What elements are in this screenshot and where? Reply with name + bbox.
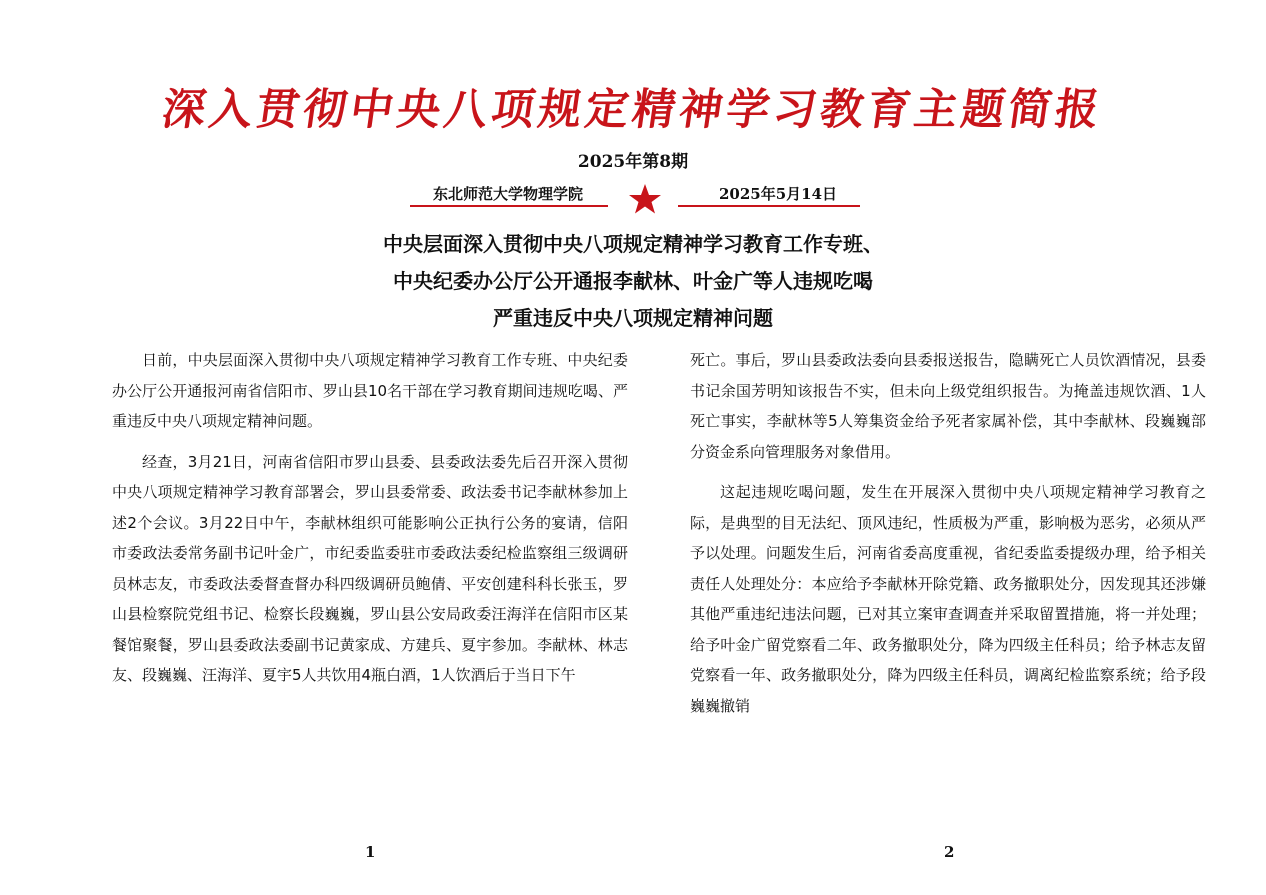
star-icon <box>628 182 662 216</box>
page-number-right: 2 <box>944 843 955 861</box>
publish-date: 2025年5月14日 <box>718 185 838 203</box>
article-column-left <box>112 345 628 701</box>
article-column-right <box>690 345 1206 731</box>
headline-line-2: 中央纪委办公厅公开通报李献林、叶金广等人违规吃喝 <box>393 269 873 293</box>
headline-line-1: 中央层面深入贯彻中央八项规定精神学习教育工作专班、 <box>383 232 883 256</box>
page-number-left: 1 <box>365 843 376 861</box>
paragraph: 死亡。事后，罗山县委政法委向县委报送报告，隐瞒死亡人员饮酒情况，县委书记余国芳明知该报告不实，但未向上级党组织报告。为掩盖违规饮酒、1人死亡事实，李献林等5人筹集资金给予死者家属补偿，其中李献林、段巍巍部分资金系向管理服务对象借用。 <box>690 351 1206 461</box>
masthead-rule-right <box>678 205 860 207</box>
publisher-unit: 东北师范大学物理学院 <box>432 185 583 203</box>
masthead-rule-left <box>410 205 608 207</box>
paragraph: 这起违规吃喝问题，发生在开展深入贯彻中央八项规定精神学习教育之际，是典型的目无法纪、顶风违纪，性质极为严重，影响极为恶劣，必须从严予以处理。问题发生后，河南省委高度重视，省纪委监委提级办理，给予相关责任人处理处分：本应给予李献林开除党籍、政务撤职处分，因发现其还涉嫌其他严重违纪违法问题，已对其立案审查调查并采取留置措施，将一并处理；给予叶金广留党察看二年、政务撤职处分，降为四级主任科员；给予林志友留党察看一年、政务撤职处分，降为四级主任科员，调离纪检监察系统；给予段巍巍撤销 <box>690 483 1206 715</box>
paragraph: 经查，3月21日，河南省信阳市罗山县委、县委政法委先后召开深入贯彻中央八项规定精神学习教育部署会，罗山县委常委、政法委书记李献林参加上述2个会议。3月22日中午，李献林组织可能影响公正执行公务的宴请，信阳市委政法委常务副书记叶金广，市纪委监委驻市委政法委纪检监察组三级调研员林志友，市委政法委督查督办科四级调研员鲍倩、平安创建科科长张玉，罗山县检察院党组书记、检察长段巍巍，罗山县公安局政委汪海洋在信阳市区某餐馆聚餐，罗山县委政法委副书记黄家成、方建兵、夏宇参加。李献林、林志友、段巍巍、汪海洋、夏宇5人共饮用4瓶白酒，1人饮酒后于当日下午 <box>112 452 628 684</box>
paragraph: 日前，中央层面深入贯彻中央八项规定精神学习教育工作专班、中央纪委办公厅公开通报河南省信阳市、罗山县10名干部在学习教育期间违规吃喝、严重违反中央八项规定精神问题。 <box>112 351 628 430</box>
masthead-title: 深入贯彻中央八项规定精神学习教育主题简报 <box>158 85 1107 135</box>
headline-line-3: 严重违反中央八项规定精神问题 <box>493 306 773 330</box>
issue-number: 2025年第8期 <box>577 152 689 172</box>
